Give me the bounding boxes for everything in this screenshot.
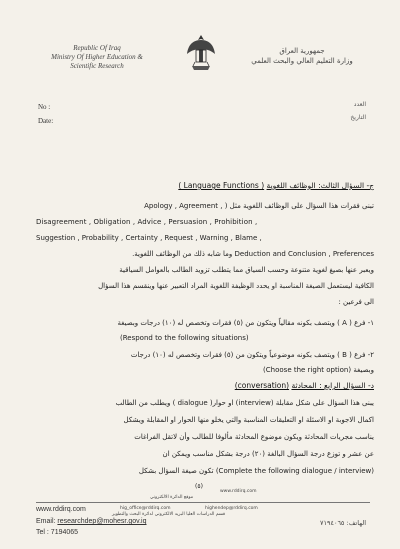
branch-a-en: (Respond to the following situations) xyxy=(120,334,249,342)
section4-line5-en: (Complete the following dialogue / interview) xyxy=(215,467,374,475)
section3-line7: الى فرعين : xyxy=(338,298,374,306)
footer-site-small-ar: موقع الدائرة الالكتروني xyxy=(150,495,194,500)
section3-line4 xyxy=(36,250,374,258)
section4-line5-ar: تكون صيغة السؤال بشكل xyxy=(138,467,214,475)
footer-divider xyxy=(36,502,370,503)
section4-title xyxy=(235,381,374,390)
branch-b-en: (Choose the right option) xyxy=(263,366,352,374)
footer-tel-label: Tel : xyxy=(36,529,49,536)
section3-line5: ويعبر عنها بصيغ لغوية متنوعة وحسب السياق مما يتطلب تزويد الطالب بالعوامل السياقية xyxy=(119,266,374,274)
section3-line4-en: Deduction and Conclusion , Preferences xyxy=(234,250,374,258)
no-label: No : xyxy=(38,103,51,111)
footer-email-small[interactable]: hig_office@rddirq.com xyxy=(120,506,171,511)
section3-title-en: ( Language Functions ) xyxy=(178,181,265,190)
branch-b-line: ٢- فرع ( B ) ويتصف بكونه موضوعياً ويتكون من (٥) فقرات وتخصص له (١٠) درجات xyxy=(130,351,374,359)
iraq-eagle-emblem-icon xyxy=(186,32,216,76)
footer-tel-value: 7194065 xyxy=(50,529,79,536)
ar-no-label: العدد xyxy=(353,101,366,108)
footer-email-small-ar: قسم الدراسات العليا البريد الالكتروني لدائرة البحث والتطوير xyxy=(112,512,226,517)
section4-line1: يبنى هذا السؤال على شكل مقابلة (interview) او حوار( dialogue ) ويطلب من الطالب xyxy=(115,399,374,407)
section4-line5 xyxy=(36,467,374,475)
section3-line3: Suggestion , Probability , Certainty , Request , Warning , Blame , xyxy=(36,234,262,242)
footer-website[interactable]: www.rddirq.com xyxy=(36,506,86,513)
section3-title xyxy=(178,181,374,190)
letterhead-en-line2: Ministry Of Higher Education & xyxy=(51,53,143,61)
footer-email xyxy=(36,518,147,525)
section3-line1-en: Apology , Agreement , xyxy=(144,202,223,210)
section4-title-ar: د- السؤال الرابع : المحادثة xyxy=(291,381,374,390)
section3-title-ar: ج- السؤال الثالث: الوظائف اللغوية xyxy=(266,181,374,190)
letterhead-english xyxy=(22,44,172,71)
letterhead-en-line1: Republic Of Iraq xyxy=(73,44,121,52)
section3-line2: Disagreement , Obligation , Advice , Persuasion , Prohibition , xyxy=(36,218,258,226)
section3-line6: الكافية ليستعمل الصيغة المناسبة او يحدد الوظيفة اللغوية المراد التعبير عنها وينقسم هذا السؤال xyxy=(98,282,374,290)
date-label: Date: xyxy=(38,117,54,125)
footer-email-label: Email: xyxy=(36,518,56,525)
footer-tel-ar: الهاتف: ٧١٩٤٠٦٥ xyxy=(319,519,366,527)
section3-line4-ar: وما شابه ذلك من الوظائف اللغوية. xyxy=(132,250,233,258)
branch-a-line: ١- فرع ( A ) ويتصف بكونه مقالياً ويتكون من (٥) فقرات وتخصص له (١٠) درجات وبصيغة xyxy=(117,319,374,327)
letterhead-en-line3: Scientific Research xyxy=(70,62,124,70)
letterhead-arabic xyxy=(232,46,372,66)
branch-b-ar2: وبصيغة xyxy=(353,366,374,374)
footer-email-value[interactable]: researchdep@mohesr.gov.iq xyxy=(57,518,147,525)
letterhead-ar-line1: جمهورية العراق xyxy=(279,47,325,55)
footer-email-small-2[interactable]: highendep@rddirq.com xyxy=(205,506,258,511)
branch-b-line2 xyxy=(36,366,374,374)
section3-line1 xyxy=(36,202,374,210)
section4-title-en: (conversation) xyxy=(234,381,290,390)
section4-line4: عن عشر و توزع درجة السؤال البالغة (٢٠) درجة بشكل مناسب ويمكن ان xyxy=(162,450,374,458)
letterhead-ar-line2: وزارة التعليم العالي والبحث العلمي xyxy=(251,57,353,65)
footer-site-small[interactable]: www.rddirq.com xyxy=(220,489,257,494)
ar-date-label: التاريخ xyxy=(350,114,366,121)
section3-line1-ar: تبنى فقرات هذا السؤال على الوظائف اللغوية مثل ( xyxy=(224,202,374,210)
page-number: (٥) xyxy=(195,483,203,490)
section4-line3: يناسب مجريات المحادثة ويكون موضوع المحادثة مألوفا للطالب وأن لاتقل الفراغات xyxy=(134,433,374,441)
section4-line2: اكمال الاجوبة او الاسئلة او التعليقات المناسبة والتي يخلو منها الحوار او المقابلة ويشكل xyxy=(123,416,374,424)
footer-tel xyxy=(36,529,78,536)
